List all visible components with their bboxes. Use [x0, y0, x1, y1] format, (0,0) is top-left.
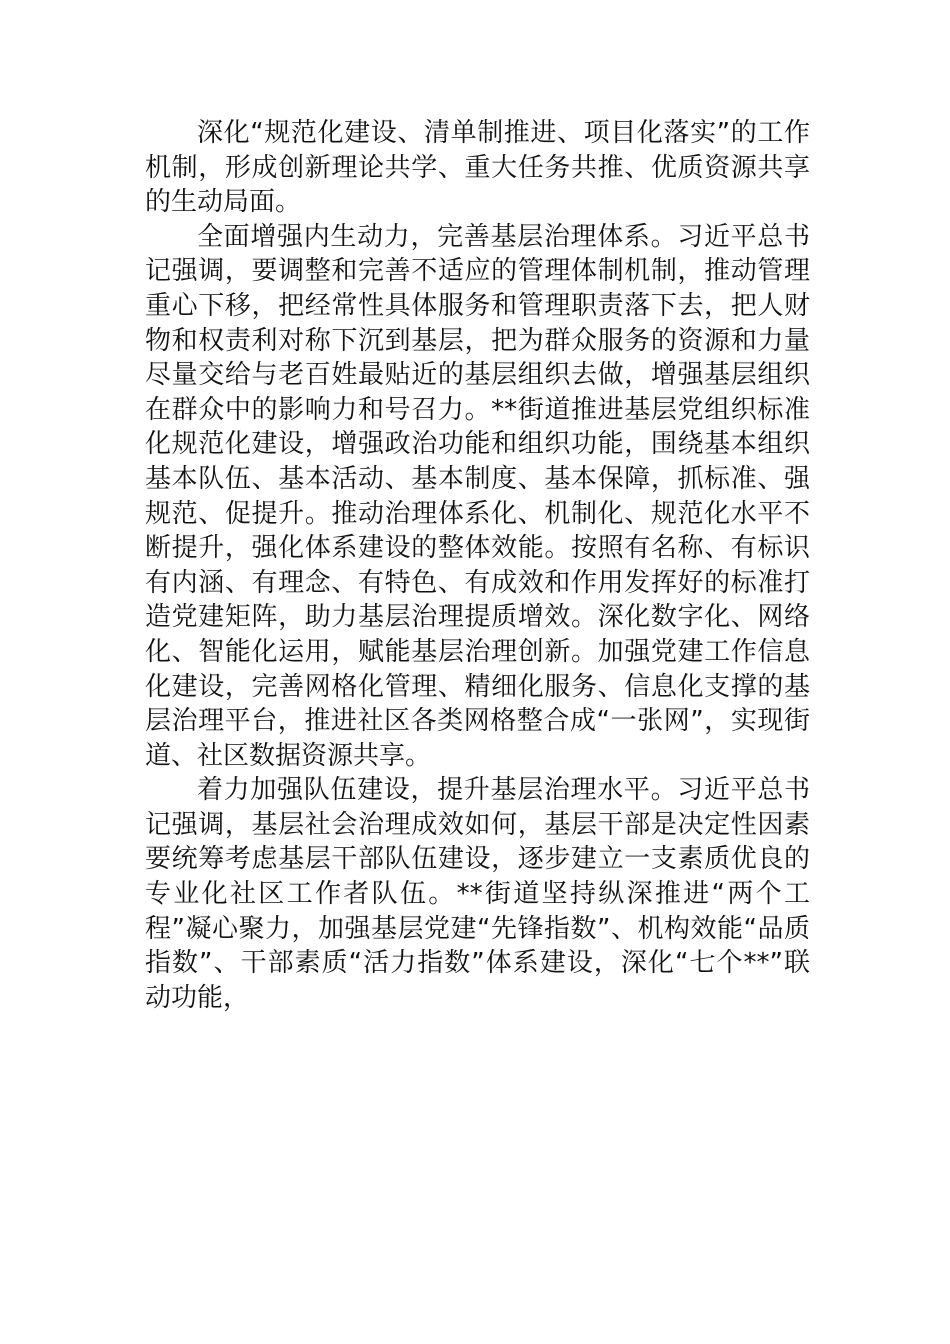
paragraph-mechanism: 深化“规范化建设、清单制推进、项目化落实”的工作机制，形成创新理论共学、重大任务共推、优质资源共享的生动局面。 — [145, 118, 810, 218]
paragraph-team-building: 着力加强队伍建设，提升基层治理水平。习近平总书记强调，基层社会治理成效如何，基层干部是决定性因素要统筹考虑基层干部队伍建设，逐步建立一支素质优良的专业化社区工作者队伍。**街道坚持纵深推进“两个工程”凝心聚力，加强基层党建“先锋指数”、机构效能“品质指数”、干部素质“活力指数”体系建设，深化“七个**”联动功能， — [145, 775, 810, 1013]
paragraph-governance-system: 全面增强内生动力，完善基层治理体系。习近平总书记强调，要调整和完善不适应的管理体制机制，推动管理重心下移，把经常性具体服务和管理职责落下去，把人财物和权责利对称下沉到基层，把为群众服务的资源和力量尽量交给与老百姓最贴近的基层组织去做，增强基层组织在群众中的影响力和号召力。**街道推进基层党组织标准化规范化建设，增强政治功能和组织功能，围绕基本组织基本队伍、基本活动、基本制度、基本保障，抓标准、强规范、促提升。推动治理体系化、机制化、规范化水平不断提升，强化体系建设的整体效能。按照有名称、有标识有内涵、有理念、有特色、有成效和作用发挥好的标准打造党建矩阵，助力基层治理提质增效。深化数字化、网络化、智能化运用，赋能基层治理创新。加强党建工作信息化建设，完善网格化管理、精细化服务、信息化支撑的基层治理平台，推进社区各类网格整合成“一张网”，实现街道、社区数据资源共享。 — [145, 221, 810, 771]
document-body — [145, 116, 810, 1015]
